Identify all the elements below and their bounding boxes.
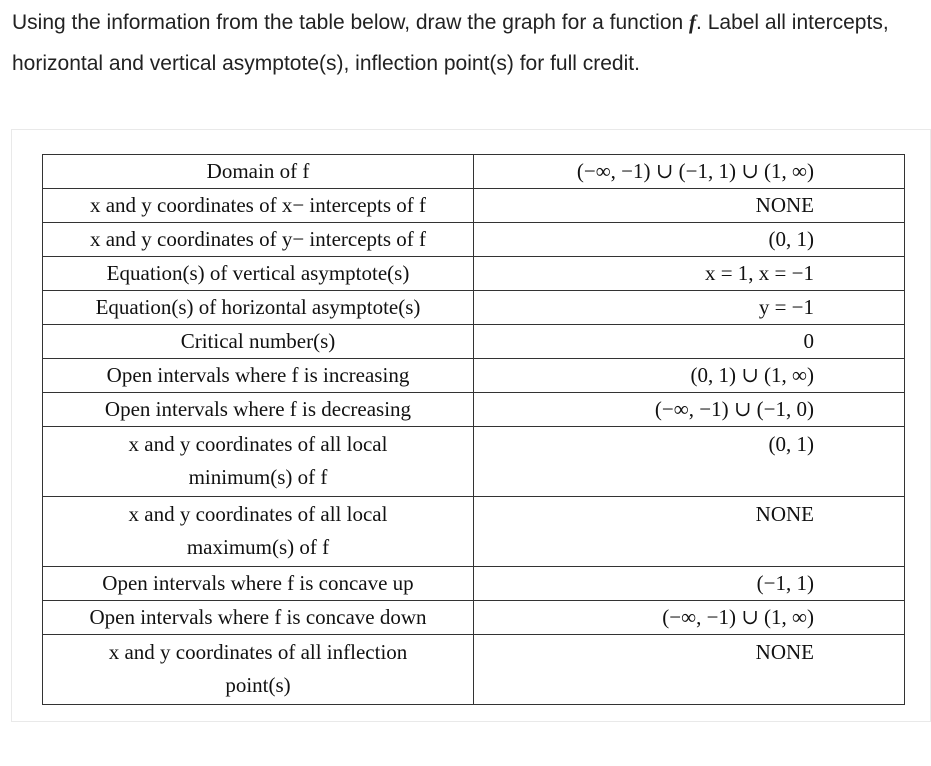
table-row (43, 257, 905, 291)
property-cell: Domain of f (43, 155, 474, 189)
property-cell: Open intervals where f is concave down (43, 601, 474, 635)
property-line: maximum(s) of f (186, 535, 330, 559)
value-cell: y = −1 (474, 291, 905, 325)
property-line: x and y coordinates of all local (128, 502, 388, 526)
property-cell (43, 497, 474, 567)
value-cell: x = 1, x = −1 (474, 257, 905, 291)
value-cell: (−∞, −1) ∪ (−1, 0) (474, 393, 905, 427)
property-cell: Equation(s) of horizontal asymptote(s) (43, 291, 474, 325)
property-cell: Open intervals where f is increasing (43, 359, 474, 393)
table-row (43, 497, 905, 567)
prompt-text-before: Using the information from the table below, draw the graph for a function (12, 11, 690, 34)
property-cell: x and y coordinates of x− intercepts of f (43, 189, 474, 223)
function-info-table (42, 154, 905, 705)
value-cell: (0, 1) (474, 427, 905, 497)
table-row (43, 291, 905, 325)
property-cell: x and y coordinates of y− intercepts of f (43, 223, 474, 257)
table-row (43, 359, 905, 393)
table-row (43, 635, 905, 705)
property-cell: Open intervals where f is decreasing (43, 393, 474, 427)
table-row (43, 189, 905, 223)
prompt-text-after: . Label all intercepts, horizontal and vertical asymptote(s), inflection point(s) for full credit. (12, 11, 889, 75)
value-cell: (−∞, −1) ∪ (−1, 1) ∪ (1, ∞) (474, 155, 905, 189)
value-cell: NONE (474, 189, 905, 223)
property-cell: Open intervals where f is concave up (43, 567, 474, 601)
table-row (43, 427, 905, 497)
value-cell: (0, 1) (474, 223, 905, 257)
property-cell (43, 427, 474, 497)
value-cell: (−1, 1) (474, 567, 905, 601)
property-line: point(s) (225, 673, 291, 697)
property-cell (43, 635, 474, 705)
property-line: x and y coordinates of all local (128, 432, 388, 456)
question-prompt (12, 2, 927, 84)
value-cell: 0 (474, 325, 905, 359)
table-row (43, 567, 905, 601)
table-row (43, 325, 905, 359)
table-row (43, 223, 905, 257)
value-cell: NONE (474, 497, 905, 567)
value-cell: (−∞, −1) ∪ (1, ∞) (474, 601, 905, 635)
value-cell: NONE (474, 635, 905, 705)
prompt-function-symbol: f (689, 10, 697, 34)
table-row (43, 601, 905, 635)
property-line: minimum(s) of f (188, 465, 328, 489)
table-row (43, 393, 905, 427)
property-cell: Critical number(s) (43, 325, 474, 359)
table-row (43, 155, 905, 189)
property-cell: Equation(s) of vertical asymptote(s) (43, 257, 474, 291)
value-cell: (0, 1) ∪ (1, ∞) (474, 359, 905, 393)
property-line: x and y coordinates of all inflection (108, 640, 408, 664)
